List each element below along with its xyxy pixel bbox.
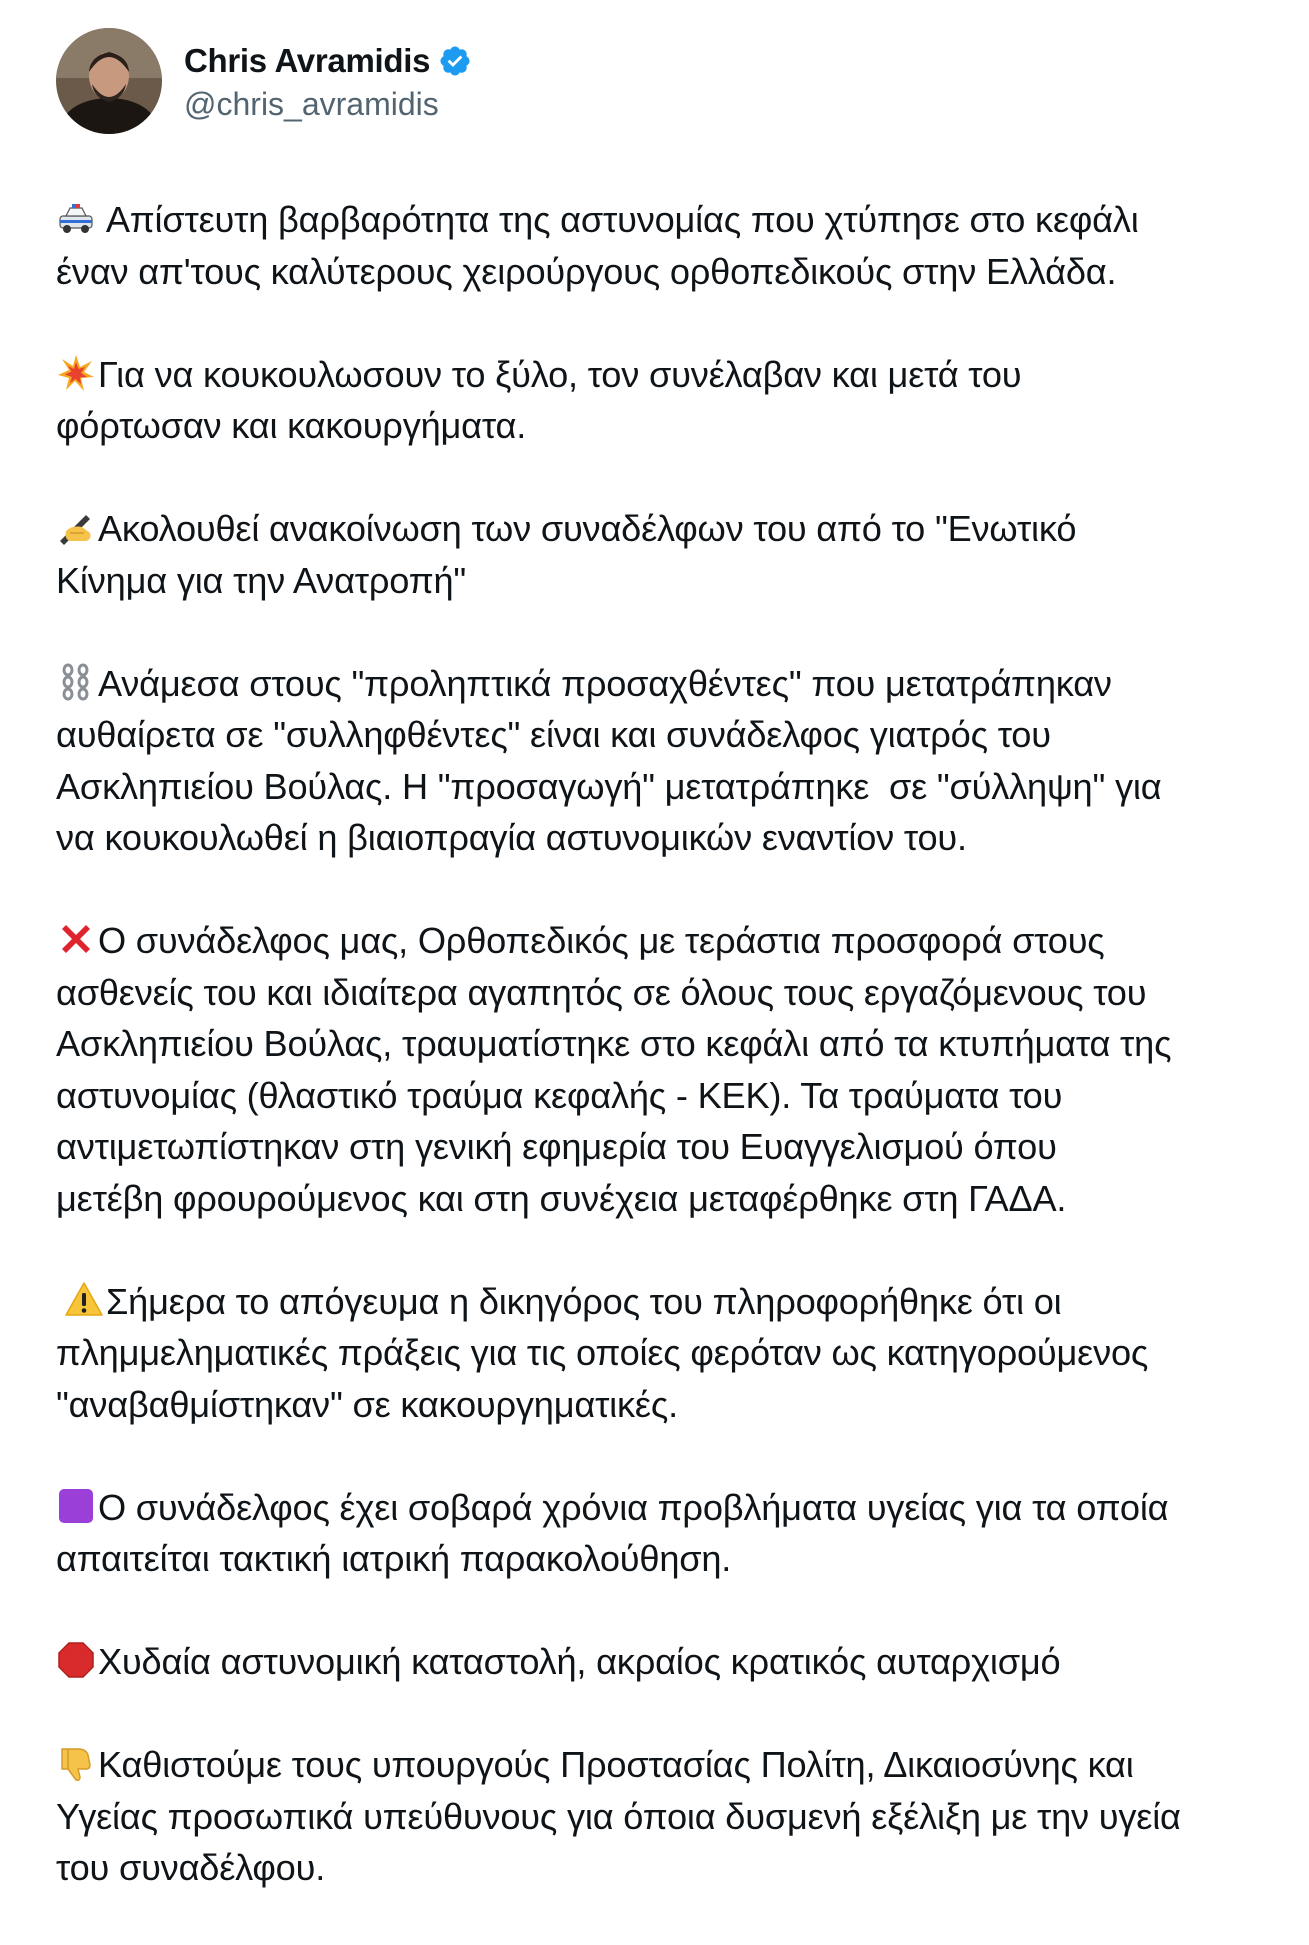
paragraph [56, 503, 1286, 606]
warning-icon [64, 1280, 104, 1320]
chains-icon [56, 662, 96, 702]
purple-square-icon [56, 1486, 96, 1526]
collision-icon [56, 353, 96, 393]
author-handle[interactable]: @chris_avramidis [184, 86, 439, 122]
display-name[interactable]: Chris Avramidis [184, 42, 431, 79]
name-row [184, 38, 472, 84]
tweet-body [56, 194, 1286, 1945]
paragraph [56, 1276, 1286, 1431]
cross-mark-icon [56, 919, 96, 959]
verified-badge-icon [438, 44, 472, 78]
tweet-header [56, 28, 472, 134]
paragraph [56, 1482, 1286, 1585]
police-car-icon [56, 198, 96, 238]
stop-sign-icon [56, 1640, 96, 1680]
paragraph [56, 194, 1286, 297]
paragraph [56, 915, 1286, 1224]
paragraph-text: Σήμερα το απόγευμα η δικηγόρος του πληροφορήθηκε ότι οι πλημμεληματικές πράξεις για τις οποίες φερόταν ως κατηγορούμενος "αναβαθμίστηκαν" σε κακουργηματικές. [56, 1280, 1149, 1425]
paragraph-text: Ο συνάδελφος έχει σοβαρά χρόνια προβλήματα υγείας για τα οποία απαιτείται τακτική ιατρική παρακολούθηση. [56, 1486, 1169, 1579]
author-names [184, 38, 472, 124]
avatar[interactable] [56, 28, 162, 134]
paragraph-text: Για να κουκουλωσουν το ξύλο, τον συνέλαβαν και μετά του φόρτωσαν και κακουργήματα. [56, 353, 1022, 446]
thumbs-down-icon [56, 1743, 96, 1783]
writing-hand-icon [56, 507, 96, 547]
paragraph [56, 1739, 1286, 1894]
paragraph-text: Ακολουθεί ανακοίνωση των συναδέλφων του από το "Ενωτικό Κίνημα για την Ανατροπή" [56, 508, 1077, 601]
paragraph-text: Ο συνάδελφος μας, Ορθοπεδικός με τεράστια προσφορά στους ασθενείς του και ιδιαίτερα αγαπητός σε όλους τους εργαζόμενους του Ασκληπιείου Βούλας, τραυματίστηκε στο κεφάλι από τα κτυπήματα της αστυνομίας (θλαστικό τραύμα κεφαλής - ΚΕΚ). Τα τραύματα του αντιμετωπίστηκαν στη γενική εφημερία του Ευαγγελισμού όπου μετέβη φρουρούμενος και στη συνέχεια μεταφέρθηκε στη ΓΑΔΑ. [56, 920, 1172, 1219]
paragraph [56, 658, 1286, 864]
paragraph-text: Ανάμεσα στους "προληπτικά προσαχθέντες" που μετατράπηκαν αυθαίρετα σε "συλληφθέντες" είναι και συνάδελφος γιατρός του Ασκληπιείου Βούλας. Η "προσαγωγή" μετατράπηκε σε "σύλληψη" για να κουκουλωθεί η βιαιοπραγία αστυνομικών εναντίον του. [56, 662, 1162, 858]
paragraph-text: Απίστευτη βαρβαρότητα της αστυνομίας που χτύπησε στο κεφάλι έναν απ'τους καλύτερους χειρούργους ορθοπεδικούς στην Ελλάδα. [56, 199, 1139, 292]
paragraph-text: Χυδαία αστυνομική καταστολή, ακραίος κρατικός αυταρχισμό [98, 1641, 1061, 1682]
paragraph [56, 1636, 1286, 1688]
paragraph [56, 349, 1286, 452]
paragraph-text: Καθιστούμε τους υπουργούς Προστασίας Πολίτη, Δικαιοσύνης και Υγείας προσωπικά υπεύθυνους για όποια δυσμενή εξέλιξη με την υγεία του συναδέλφου. [56, 1744, 1181, 1888]
